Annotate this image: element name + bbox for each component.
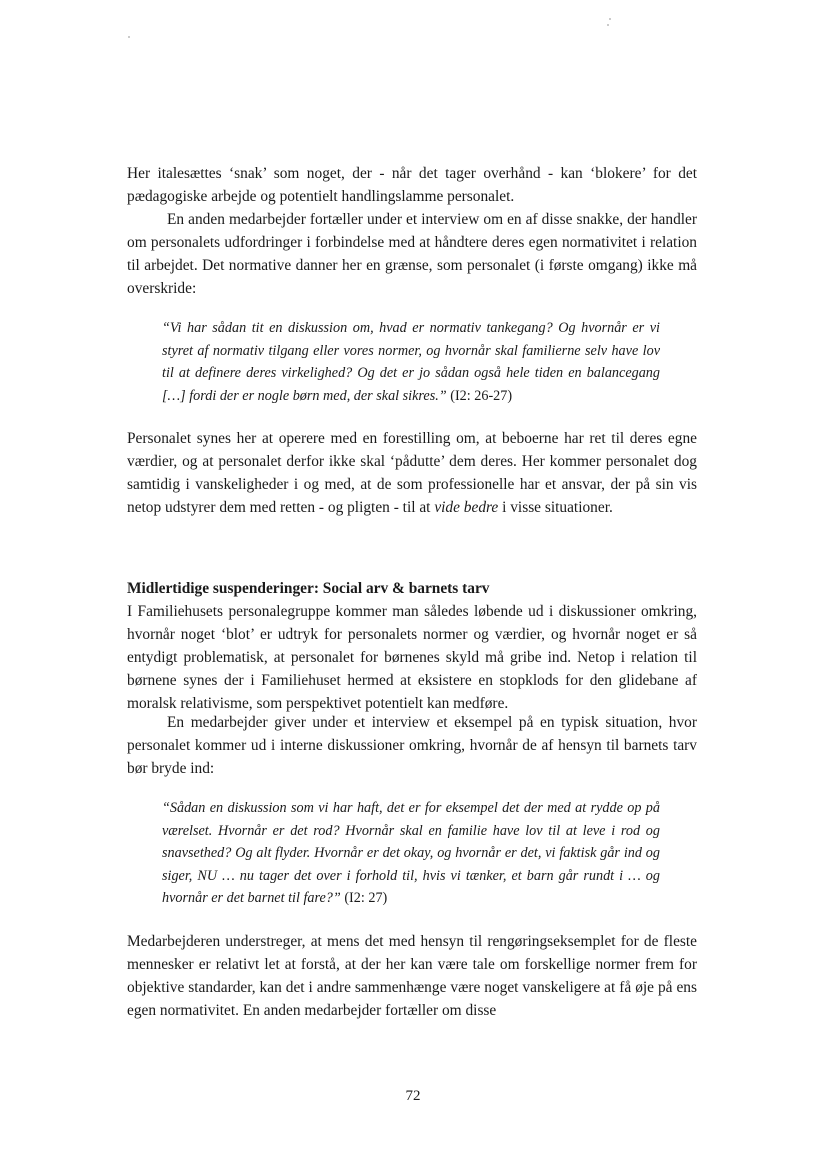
quote-text: “Vi har sådan tit en diskussion om, hvad er normativ tankegang? Og hvornår er vi styret af normativ tilgang eller vores normer, og hvornår skal familierne selv have lov til at definere deres virkelighed? Og det er jo sådan også hele tiden en balancegang […] fordi der er nogle børn med, der skal sikres.” bbox=[162, 320, 660, 404]
paragraph-5: En medarbejder giver under et interview et eksempel på en typisk situation, hvor personalet kommer ud i interne diskussioner omkring, hvornår de af hensyn til barnets tarv bør bryde ind: bbox=[127, 714, 697, 777]
scan-speck bbox=[128, 36, 130, 38]
quote-reference: (I2: 27) bbox=[340, 890, 388, 906]
quote-text: “Sådan en diskussion som vi har haft, det er for eksempel det der med at rydde op på værelset. Hvornår er det rod? Hvornår skal en familie have lov til at leve i rod og snavsethed? Og alt flyder. Hvornår er det okay, og hvornår er det, vi faktisk går ind og siger, NU … nu tager det over i forhold til, hvis vi tænker, et barn går rundt i … og hvornår er det barnet til fare?” bbox=[162, 800, 660, 906]
scan-speck bbox=[607, 24, 609, 26]
paragraph-6: Medarbejderen understreger, at mens det med hensyn til rengøringseksemplet for de fleste mennesker er relativt let at forstå, at der her kan være tale om forskellige normer frem for objektive standarder, kan det i andre sammenhænge være noget vanskeligere at få øje på ens egen normativitet. En anden medarbejder fortæller om disse bbox=[127, 933, 697, 1019]
page-number: 72 bbox=[405, 1088, 421, 1104]
paragraph-2: En anden medarbejder fortæller under et interview om en af disse snakke, der handler om personalets udfordringer i forbindelse med at håndtere deres egen normativitet i relation til arbejdet. Det normative danner her en grænse, som personalet (i første omgang) ikke må overskride: bbox=[127, 211, 697, 297]
paragraph-3 bbox=[127, 427, 697, 519]
paragraph-1: Her italesættes ‘snak’ som noget, der - når det tager overhånd - kan ‘blokere’ for det pædagogiske arbejde og potentielt handlingslamme personalet. bbox=[127, 165, 697, 205]
block-quote-2 bbox=[162, 797, 660, 910]
block-quote-1 bbox=[162, 317, 660, 407]
scan-speck bbox=[609, 18, 611, 20]
emphasis-text: vide bedre bbox=[434, 499, 499, 516]
paragraph-text: i visse situationer. bbox=[498, 499, 613, 516]
quote-reference: (I2: 26-27) bbox=[446, 387, 513, 404]
paragraph-text: Personalet synes her at operere med en forestilling om, at beboerne har ret til deres egne værdier, og at personalet derfor ikke skal ‘pådutte’ dem deres. Her kommer personalet dog samtidig i vanskeligheder i og med, at de som professionelle har et ansvar, der på sin vis netop udstyrer dem med retten - og pligten - til at bbox=[127, 430, 697, 516]
paragraph-4: I Familiehusets personalegruppe kommer man således løbende ud i diskussioner omkring, hvornår noget ‘blot’ er udtryk for personalets normer og værdier, og hvornår noget er så entydigt problematisk, at personalet for børnenes skyld må gribe ind. Netop i relation til børnene synes der i Familiehuset hermed at eksistere en stopklods for den glidebane af moralsk relativisme, som perspektivet potentielt kan medføre. bbox=[127, 603, 697, 712]
section-heading: Midlertidige suspenderinger: Social arv & barnets tarv bbox=[127, 580, 490, 597]
